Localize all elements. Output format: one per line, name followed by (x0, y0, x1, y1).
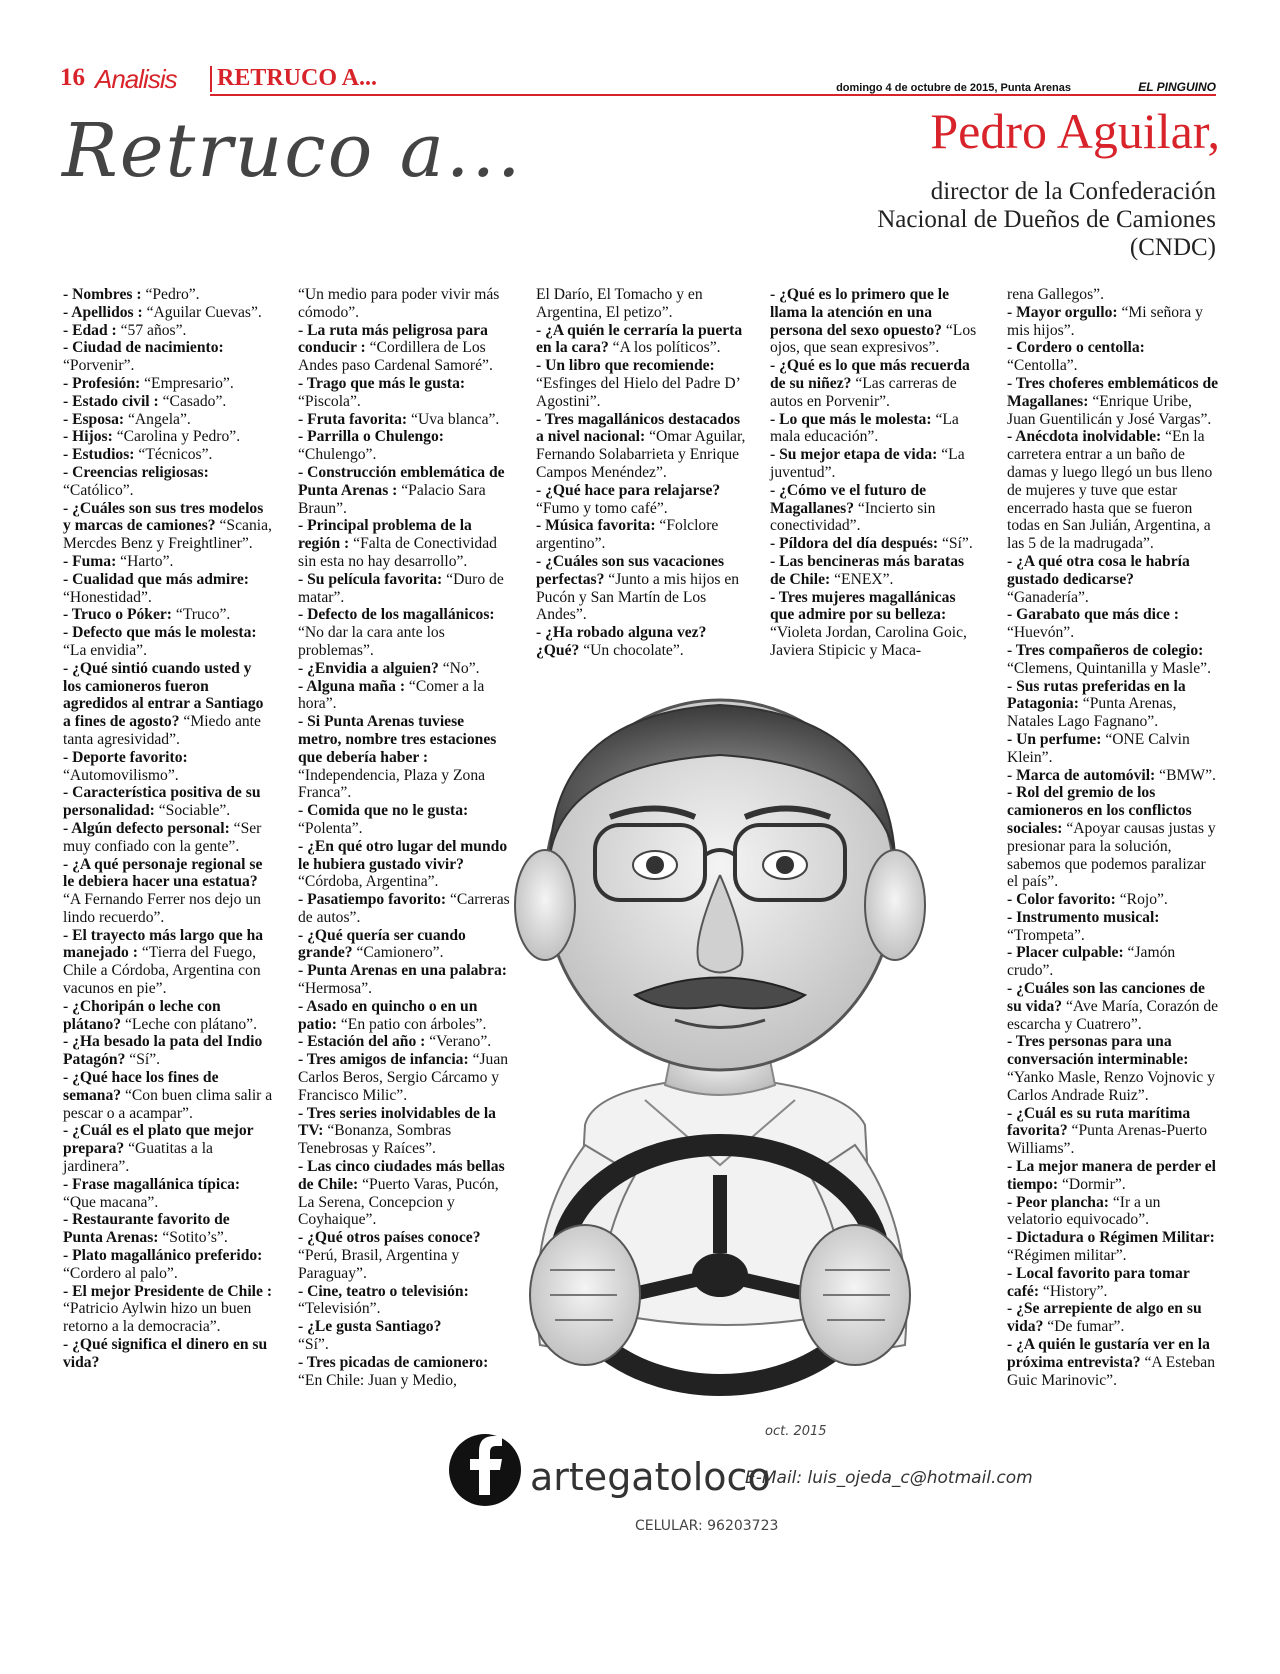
answer-text: “Cordillera de Los Andes paso Cardenal Samoré”. (298, 339, 493, 375)
qa-item (1007, 428, 1219, 553)
question-text: - Un libro que recomiende: (536, 357, 715, 375)
qa-item (1007, 553, 1219, 606)
qa-item (63, 411, 273, 429)
question-text: - ¿Le gusta Santiago? (298, 1318, 442, 1336)
question-text: - ¿Cuáles son sus tres modelos y marcas de camiones? (63, 499, 264, 535)
qa-item (63, 998, 273, 1034)
answer-text: “Automovilismo”. (63, 766, 179, 784)
dateline: domingo 4 de octubre de 2015, Punta Arenas (836, 82, 1071, 94)
qa-item (63, 322, 273, 340)
answer-text: “Huevón”. (1007, 624, 1075, 642)
answer-text: “Trompeta”. (1007, 926, 1085, 944)
text-column-1 (63, 286, 273, 1372)
answer-text: “Polenta”. (298, 819, 363, 837)
answer-text: “Carolina y Pedro”. (112, 428, 241, 446)
question-text: - Tres mujeres magallánicas que admire por su belleza: (770, 588, 956, 624)
answer-text: “Perú, Brasil, Argentina y Paraguay”. (298, 1247, 460, 1282)
answer-text: “Juan Carlos Beros, Sergio Cárcamo y Francisco Milic”. (298, 1051, 509, 1104)
role-line: director de la Confederación (930, 178, 1216, 205)
question-text: - ¿Qué quería ser cuando grande? (298, 926, 466, 962)
answer-text: “Punta Arenas, Natales Lago Fagnano”. (1007, 695, 1177, 731)
answer-text: “Leche con plátano”. (121, 1015, 257, 1033)
qa-item (63, 375, 273, 393)
qa-item (63, 464, 273, 500)
answer-text: “Verano”. (425, 1033, 492, 1051)
answer-text: “Que macana”. (63, 1193, 159, 1211)
qa-item (63, 1336, 273, 1372)
answer-text: “A Esteban Guic Marinovic”. (1007, 1353, 1216, 1389)
qa-item (536, 482, 748, 518)
qa-item (1007, 678, 1219, 731)
answer-text: “Un medio para poder vivir más cómodo”. (298, 286, 500, 321)
question-text: - Truco o Póker: (63, 606, 172, 624)
question-text: - Tres series inolvidables de la TV: (298, 1104, 496, 1140)
question-text: - Un perfume: (1007, 730, 1102, 748)
question-text: - Rol del gremio de los camioneros en los conflictos sociales: (1007, 784, 1192, 837)
qa-item (1007, 767, 1219, 785)
feature-title: Retruco a... (62, 108, 523, 194)
header-rule (210, 94, 1216, 96)
answer-text: “Junto a mis hijos en Pucón y San Martín de Los Andes”. (536, 570, 740, 624)
qa-item (63, 606, 273, 624)
answer-text: “Esfinges del Hielo del Padre D’ Agostini”. (536, 374, 740, 410)
answer-text: “Centolla”. (1007, 357, 1078, 375)
qa-item (298, 322, 510, 375)
question-text: - Fruta favorita: (298, 410, 408, 428)
question-text: - ¿Ha besado la pata del Indio Patagón? (63, 1033, 263, 1069)
answer-text: “Palacio Sara Braun”. (298, 481, 486, 517)
qa-item (63, 1122, 273, 1175)
answer-text: “Un chocolate”. (579, 641, 684, 659)
section-label: Analisis (95, 64, 177, 94)
answer-text: “Violeta Jordan, Carolina Goic, Javiera Stipicic y Maca- (770, 624, 967, 659)
answer-text: “Comer a la hora”. (298, 677, 485, 713)
qa-item (63, 1247, 273, 1283)
answer-text: “La juventud”. (770, 446, 965, 481)
question-text: - ¿Choripán o leche con plátano? (63, 997, 221, 1033)
answer-text: “Pedro”. (141, 286, 200, 303)
section-title: RETRUCO A... (217, 65, 378, 91)
qa-item (770, 589, 982, 660)
question-text: - ¿Qué hace los fines de semana? (63, 1069, 219, 1104)
answer-text: El Darío, El Tomacho y en Argentina, El petizo”. (536, 286, 703, 321)
answer-text: “Uva blanca”. (407, 410, 500, 428)
question-text: - Cualidad que más admire: (63, 570, 249, 588)
question-text: - Ciudad de nacimiento: (63, 339, 224, 357)
answer-text: “Los ojos, que sean expresivos”. (770, 321, 977, 357)
qa-item (63, 446, 273, 464)
answer-text: “Régimen militar”. (1007, 1247, 1127, 1265)
answer-text: “En la carretera entrar a un baño de damas y luego llegó un bus lleno de mujeres y tuve que estar encerrado hasta que se fueron todas en San Julián, Argentina, a las 5 de la madrugada”. (1007, 428, 1213, 553)
qa-item (1007, 784, 1219, 891)
qa-item (63, 553, 273, 571)
question-text: - Local favorito para tomar café: (1007, 1264, 1190, 1300)
answer-text: “De fumar”. (1043, 1318, 1125, 1336)
question-text: - Característica positiva de su personalidad: (63, 784, 261, 820)
answer-text: “La envidia”. (63, 641, 147, 659)
question-text: - Tres magallánicos destacados a nivel nacional: (536, 410, 741, 446)
question-text: - Anécdota inolvidable: (1007, 428, 1162, 446)
artist-handle: artegatoloco (530, 1455, 771, 1499)
qa-item (63, 1283, 273, 1336)
artist-phone: CELULAR: 96203723 (635, 1518, 779, 1534)
answer-text: “Rojo”. (1115, 891, 1168, 909)
qa-item (1007, 1336, 1219, 1389)
qa-item (770, 446, 982, 482)
question-text: - ¿Envidia a alguien? (298, 659, 439, 677)
question-text: - ¿Qué sintió cuando usted y los camioneros fueron agredidos al entrar a Santiago a fines de agosto? (63, 659, 264, 731)
question-text: - Tres choferes emblemáticos de Magallanes: (1007, 374, 1219, 410)
role-line: Nacional de Dueños de Camiones (877, 206, 1216, 233)
answer-text: rena Gallegos”. (1007, 286, 1104, 303)
answer-text: “Sí”. (298, 1336, 329, 1354)
question-text: - Frase magallánica típica: (63, 1175, 241, 1193)
qa-item (536, 517, 748, 553)
answer-text: “Patricio Aylwin hizo un buen retorno a la democracia”. (63, 1300, 252, 1336)
qa-item (63, 1211, 273, 1247)
answer-text: “Con buen clima salir a pescar o a acampar”. (63, 1086, 273, 1122)
question-text: - Instrumento musical: (1007, 908, 1160, 926)
question-text: - Restaurante favorito de Punta Arenas: (63, 1211, 230, 1247)
question-text: - Apellidos : (63, 303, 143, 321)
question-text: - El trayecto más largo que ha manejado : (63, 926, 264, 962)
qa-item (770, 411, 982, 447)
caricature-drawing (515, 700, 925, 1385)
question-text: - Deporte favorito: (63, 748, 188, 766)
answer-text: “A los políticos”. (608, 339, 721, 357)
answer-text: “Chulengo”. (298, 446, 377, 464)
answer-text: “Porvenir”. (63, 357, 135, 375)
qa-item (1007, 1265, 1219, 1301)
text-column-4 (770, 286, 982, 660)
question-text: - Fuma: (63, 552, 117, 570)
question-text: - Asado en quincho o en un patio: (298, 997, 478, 1033)
caricature-illustration (445, 705, 1033, 1540)
qa-item (536, 624, 748, 660)
answer-text: “Punta Arenas-Puerto Williams”. (1007, 1122, 1208, 1158)
role-line: (CNDC) (1129, 234, 1216, 261)
qa-item (63, 927, 273, 998)
qa-item (63, 624, 273, 660)
question-text: - Esposa: (63, 410, 125, 428)
answer-text: “La mala educación”. (770, 410, 959, 446)
qa-item (1007, 304, 1219, 340)
answer-text: “Tierra del Fuego, Chile a Córdoba, Argentina con vacunos en pie”. (63, 944, 261, 998)
answer-text: “Hermosa”. (298, 980, 373, 998)
qa-item (63, 660, 273, 749)
qa-item (770, 357, 982, 410)
question-text: - Las cinco ciudades más bellas de Chile: (298, 1158, 505, 1193)
qa-item (298, 286, 510, 322)
qa-item (298, 464, 510, 517)
qa-item (298, 660, 510, 678)
question-text: - Trago que más le gusta: (298, 374, 466, 392)
answer-text: “No”. (438, 659, 480, 677)
qa-item (63, 1033, 273, 1069)
qa-item (1007, 980, 1219, 1033)
answer-text: “Bonanza, Sombras Tenebrosas y Raíces”. (298, 1122, 452, 1158)
question-text: - Parrilla o Chulengo: (298, 428, 444, 446)
qa-item (1007, 891, 1219, 909)
answer-text: “Las carreras de autos en Porvenir”. (770, 374, 957, 410)
qa-item (63, 1069, 273, 1122)
question-text: - Principal problema de la región : (298, 517, 472, 553)
qa-item (770, 535, 982, 553)
question-text: - Algún defecto personal: (63, 819, 230, 837)
answer-text: “Clemens, Quintanilla y Masle”. (1007, 659, 1211, 677)
question-text: - ¿A qué personaje regional se le debiera hacer una estatua? (63, 855, 263, 891)
qa-item (63, 820, 273, 856)
answer-text: “Jamón crudo”. (1007, 944, 1176, 980)
qa-item (770, 286, 982, 357)
answer-text: “Córdoba, Argentina”. (298, 873, 439, 891)
qa-item (298, 606, 510, 659)
answer-text: “No dar la cara ante los problemas”. (298, 624, 445, 659)
question-text: - Cordero o centolla: (1007, 339, 1145, 357)
qa-item (1007, 642, 1219, 678)
answer-text: “Truco”. (172, 606, 231, 624)
section-divider (210, 66, 212, 92)
answer-text: “Puerto Varas, Pucón, La Serena, Concepcion y Coyhaique”. (298, 1175, 499, 1229)
qa-item (298, 411, 510, 429)
qa-item (298, 428, 510, 464)
question-text: - El mejor Presidente de Chile : (63, 1282, 273, 1300)
question-text: - Su mejor etapa de vida: (770, 446, 938, 464)
question-text: - Punta Arenas en una palabra: (298, 962, 507, 980)
answer-text: “Yanko Masle, Renzo Vojnovic y Carlos Andrade Ruiz”. (1007, 1069, 1215, 1104)
question-text: - Las bencineras más baratas de Chile: (770, 552, 965, 588)
answer-text: “Fumo y tomo café”. (536, 499, 668, 517)
answer-text: “Scania, Mercdes Benz y Freightliner”. (63, 517, 272, 553)
question-text: - ¿Qué es lo que más recuerda de su niñez? (770, 357, 970, 392)
question-text: - Tres amigos de infancia: (298, 1051, 469, 1069)
question-text: - Su película favorita: (298, 570, 443, 588)
qa-item (63, 304, 273, 322)
question-text: - Si Punta Arenas tuviese metro, nombre tres estaciones que debería haber : (298, 713, 497, 766)
qa-item (1007, 1229, 1219, 1265)
answer-text: “Independencia, Plaza y Zona Franca”. (298, 766, 486, 802)
question-text: - Pasatiempo favorito: (298, 891, 447, 909)
question-text: - Plato magallánico preferido: (63, 1247, 263, 1265)
qa-item (298, 571, 510, 607)
text-column-3 (536, 286, 748, 660)
answer-text: “Ser muy confiado con la gente”. (63, 819, 262, 855)
qa-item (536, 322, 748, 358)
qa-item (63, 784, 273, 820)
question-text: - Tres compañeros de colegio: (1007, 641, 1204, 659)
answer-text: “Apoyar causas justas y presionar para la solución, sabemos que podemos paralizar el país”. (1007, 819, 1216, 891)
question-text: - ¿A quién le cerraría la puerta en la cara? (536, 321, 743, 357)
answer-text: “Sotito’s”. (158, 1229, 228, 1247)
answer-text: “Cordero al palo”. (63, 1264, 178, 1282)
qa-item (770, 553, 982, 589)
interviewee-role (696, 178, 1216, 262)
question-text: - Tres picadas de camionero: (298, 1353, 489, 1371)
qa-item (1007, 1194, 1219, 1230)
answer-text: “Honestidad”. (63, 588, 152, 606)
answer-text: “Sí”. (125, 1051, 161, 1069)
qa-item (536, 286, 748, 322)
answer-text: “Angela”. (124, 410, 191, 428)
answer-text: “Omar Aguilar, Fernando Solabarrieta y Enrique Campos Menéndez”. (536, 428, 746, 481)
question-text: - Color favorito: (1007, 891, 1116, 909)
question-text: - ¿Qué es lo primero que le llama la atención en una persona del sexo opuesto? (770, 286, 950, 339)
answer-text: “BMW”. (1155, 766, 1216, 784)
question-text: - Música favorita: (536, 517, 656, 535)
answer-text: “Casado”. (158, 392, 227, 410)
qa-item (1007, 1033, 1219, 1104)
question-text: - Comida que no le gusta: (298, 802, 469, 820)
answer-text: “En Chile: Juan y Medio, (298, 1371, 457, 1389)
qa-item (298, 517, 510, 570)
qa-item (63, 339, 273, 375)
question-text: - ¿Cómo ve el futuro de Magallanes? (770, 481, 927, 517)
qa-item (1007, 375, 1219, 428)
answer-text: “Camionero”. (352, 944, 444, 962)
question-text: - Lo que más le molesta: (770, 410, 932, 428)
answer-text: “Incierto sin conectividad”. (770, 499, 936, 535)
qa-item (298, 375, 510, 411)
question-text: - Defecto que más le molesta: (63, 624, 257, 642)
question-text: - Sus rutas preferidas en la Patagonia: (1007, 677, 1186, 713)
qa-item (1007, 1105, 1219, 1158)
answer-text: “ENEX”. (830, 570, 894, 588)
qa-item (536, 553, 748, 624)
answer-text: “Ave María, Corazón de escarcha y Cuatrero”. (1007, 997, 1219, 1033)
qa-item (1007, 1158, 1219, 1194)
interviewee-name: Pedro Aguilar, (930, 103, 1220, 159)
answer-text: “Sí”. (938, 535, 973, 553)
answer-text: “Aguilar Cuevas”. (142, 303, 262, 321)
question-text: - Creencias religiosas: (63, 463, 209, 481)
qa-item (63, 428, 273, 446)
question-text: - La ruta más peligrosa para conducir : (298, 321, 488, 357)
answer-text: “En patio con árboles”. (336, 1015, 487, 1033)
answer-text: “Televisión”. (298, 1300, 381, 1318)
question-text: - Dictadura o Régimen Militar: (1007, 1229, 1215, 1247)
question-text: - Marca de automóvil: (1007, 766, 1156, 784)
answer-text: “Dormir”. (1058, 1175, 1126, 1193)
question-text: - Hijos: (63, 428, 113, 446)
answer-text: “Mi señora y mis hijos”. (1007, 303, 1203, 339)
question-text: - ¿Cuáles son sus vacaciones perfectas? (536, 552, 725, 588)
answer-text: “Empresario”. (140, 374, 234, 392)
answer-text: “Duro de matar”. (298, 570, 504, 606)
answer-text: “Folclore argentino”. (536, 517, 719, 553)
newspaper-name: EL PINGUINO (1138, 80, 1216, 94)
answer-text: “57 años”. (116, 321, 187, 339)
question-text: - ¿Qué significa el dinero en su vida? (63, 1336, 268, 1371)
question-text: - Estudios: (63, 446, 135, 464)
qa-item (1007, 944, 1219, 980)
question-text: - Mayor orgullo: (1007, 303, 1118, 321)
question-text: - Defecto de los magallánicos: (298, 606, 495, 624)
page-header (60, 62, 1216, 96)
answer-text: “History”. (1039, 1282, 1108, 1300)
qa-item (1007, 731, 1219, 767)
answer-text: “Harto”. (116, 552, 174, 570)
answer-text: “Enrique Uribe, Juan Guentilicán y José Vargas”. (1007, 392, 1212, 428)
question-text: - Píldora del día después: (770, 535, 939, 553)
question-text: - ¿Qué hace para relajarse? (536, 481, 721, 499)
qa-item (1007, 339, 1219, 375)
qa-item (536, 357, 748, 410)
question-text: - Tres personas para una conversación interminable: (1007, 1033, 1189, 1069)
qa-item (63, 749, 273, 785)
qa-item (536, 411, 748, 482)
qa-item (63, 856, 273, 927)
qa-item (63, 1176, 273, 1212)
answer-text: “Ganadería”. (1007, 588, 1089, 606)
question-text: - ¿Se arrepiente de algo en su vida? (1007, 1300, 1202, 1336)
qa-item (1007, 606, 1219, 642)
answer-text: “Ir a un velatorio equivocado”. (1007, 1193, 1161, 1229)
question-text: - Estación del año : (298, 1033, 426, 1051)
question-text: - ¿Qué otros países conoce? (298, 1229, 481, 1247)
question-text: - Peor plancha: (1007, 1193, 1109, 1211)
answer-text: “Piscola”. (298, 392, 361, 410)
question-text: - La mejor manera de perder el tiempo: (1007, 1158, 1217, 1193)
answer-text: “Carreras de autos”. (298, 891, 510, 926)
question-text: - Construcción emblemática de Punta Arenas : (298, 463, 505, 499)
question-text: - ¿Cuál es el plato que mejor prepara? (63, 1122, 254, 1158)
question-text: - Garabato que más dice : (1007, 606, 1179, 624)
signature-date: oct. 2015 (765, 1424, 827, 1439)
question-text: - ¿A qué otra cosa le habría gustado dedicarse? (1007, 552, 1190, 588)
qa-item (1007, 286, 1219, 304)
question-text: - ¿Ha robado alguna vez? ¿Qué? (536, 624, 707, 659)
answer-text: “A Fernando Ferrer nos dejo un lindo recuerdo”. (63, 891, 261, 926)
answer-text: “Miedo ante tanta agresividad”. (63, 713, 261, 748)
question-text: - ¿A quién le gustaría ver en la próxima entrevista? (1007, 1336, 1210, 1371)
question-text: - Nombres : (63, 286, 142, 303)
qa-item (63, 500, 273, 553)
qa-item (1007, 909, 1219, 945)
question-text: - Alguna maña : (298, 677, 406, 695)
qa-item (770, 482, 982, 535)
qa-item (1007, 1300, 1219, 1336)
answer-text: “ONE Calvin Klein”. (1007, 730, 1190, 766)
page-number: 16 (60, 64, 85, 91)
question-text: - ¿En qué otro lugar del mundo le hubiera gustado vivir? (298, 837, 508, 873)
answer-text: “Católico”. (63, 481, 134, 499)
answer-text: “Técnicos”. (134, 446, 213, 464)
text-column-5 (1007, 286, 1219, 1389)
question-text: - ¿Cuál es su ruta marítima favorita? (1007, 1104, 1191, 1140)
artist-email: E-Mail: luis_ojeda_c@hotmail.com (745, 1468, 1033, 1488)
answer-text: “Falta de Conectividad sin esta no hay desarrollo”. (298, 535, 497, 570)
question-text: - ¿Cuáles son las canciones de su vida? (1007, 980, 1205, 1015)
qa-item (63, 286, 273, 304)
facebook-icon (449, 1434, 521, 1506)
question-text: - Placer culpable: (1007, 944, 1124, 962)
question-text: - Estado civil : (63, 392, 159, 410)
answer-text: “Sociable”. (154, 802, 231, 820)
question-text: - Profesión: (63, 374, 141, 392)
answer-text: “Guatitas a la jardinera”. (63, 1140, 213, 1176)
qa-item (63, 571, 273, 607)
qa-item (63, 393, 273, 411)
question-text: - Cine, teatro o televisión: (298, 1282, 469, 1300)
question-text: - Edad : (63, 321, 117, 339)
